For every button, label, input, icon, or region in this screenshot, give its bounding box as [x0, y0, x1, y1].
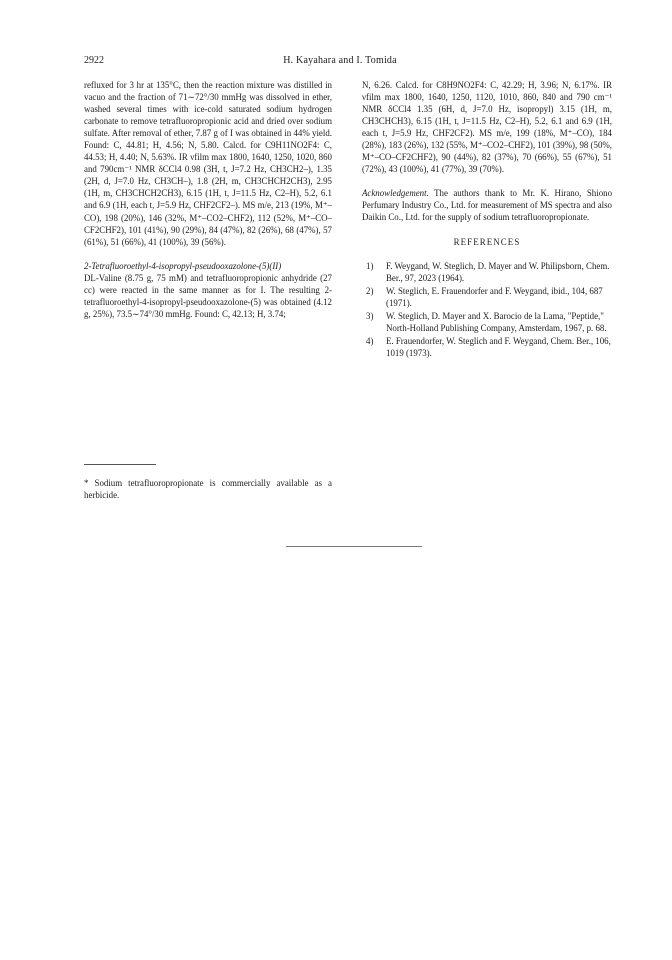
experimental-paragraph-1: refluxed for 3 hr at 135°C, then the reaction mixture was distilled in vacuo and the fraction of 71∼72°/30 mmHg was dissolved in ether, washed several times with ice-cold saturated sodium hydrogen carbonate to remove tetrafluoropropionic acid and dried over sodium sulfate. After removal of ether, 7.87 g of I was obtained in 44% yield. Found: C, 44.81; H, 4.56; N, 5.80. Calcd. for C9H11NO2F4: C, 44.53; H, 4.40; N, 5.63%. IR νfilm max 1800, 1640, 1250, 1020, 860 and 790cm⁻¹ NMR δCCl4 0.98 (3H, t, J=7.2 Hz, CH3CH2–), 1.35 (2H, d, J=7.0 Hz, CH3CH–), 1.8 (2H, m, CH3CHCH2CH3), 2.95 (1H, m, CH3CHCH2CH3), 6.15 (1H, t, J=11.5 Hz, C2–H), 5.2, 6.1 and 6.9 (1H, each t, J=5.9 Hz, CHF2CF2–). MS m/e, 213 (19%, M⁺–CO), 198 (20%), 146 (32%, M⁺–CO2–CHF2), 112 (52%, M⁺–CO–CF2CHF2), 101 (41%), 90 (29%), 84 (47%), 82 (26%), 68 (47%), 57 (61%), 51 (66%), 41 (100%), 39 (56%).	[84, 80, 332, 247]
reference-item	[362, 310, 612, 334]
left-column	[84, 79, 332, 320]
reference-number: 4)	[366, 335, 374, 346]
page-header	[84, 54, 596, 68]
footnote-divider	[84, 464, 156, 465]
references-heading: REFERENCES	[453, 236, 521, 247]
reference-item	[362, 285, 612, 309]
reference-item	[362, 260, 612, 284]
reference-text: W. Steglich, E. Frauendorfer and F. Weygand, ibid., 104, 687 (1971).	[386, 285, 603, 308]
section-title: 2-Tetrafluoroethyl-4-isopropyl-pseudooxazolone-(5)(II)	[84, 260, 282, 271]
reference-text: F. Weygand, W. Steglich, D. Mayer and W. Philipsborn, Chem. Ber., 97, 2023 (1964).	[386, 260, 610, 283]
page-number: 2922	[84, 55, 104, 66]
reference-number: 3)	[366, 310, 374, 321]
acknowledgement	[362, 187, 612, 223]
reference-item	[362, 335, 612, 359]
running-head: H. Kayahara and I. Tomida	[283, 55, 397, 66]
references-list	[362, 260, 612, 359]
acknowledgement-text: The authors thank to Mr. K. Hirano, Shiono Perfumary Industry Co., Ltd. for measurement of MS spectra and also Daikin Co., Ltd. for the supply of sodium tetrafluoropropionate.	[362, 188, 613, 223]
footnote: * Sodium tetrafluoropropionate is commercially available as a herbicide.	[84, 477, 332, 500]
reference-text: W. Steglich, D. Mayer and X. Barocio de la Lama, "Peptide," North-Holland Publishing Company, Amsterdam, 1967, p. 68.	[386, 310, 607, 333]
reference-text: E. Frauendorfer, W. Steglich and F. Weygand, Chem. Ber., 106, 1019 (1973).	[386, 335, 611, 358]
reference-number: 2)	[366, 285, 374, 296]
reference-number: 1)	[366, 260, 374, 271]
experimental-paragraph-2: DL-Valine (8.75 g, 75 mM) and tetrafluoropropionic anhydride (27 cc) were reacted in the same manner as for I. The resulting 2-tetrafluoroethyl-4-isopropyl-pseudooxazolone-(5) was obtained (4.12 g, 25%), 73.5∼74°/30 mmHg. Found: C, 42.13; H, 3.74;	[84, 272, 332, 319]
end-of-article-rule	[286, 546, 422, 547]
acknowledgement-label: Acknowledgement.	[362, 188, 429, 199]
experimental-paragraph-3: N, 6.26. Calcd. for C8H9NO2F4: C, 42.29; H, 3.96; N, 6.17%. IR νfilm max 1800, 1640, 1250, 1120, 1010, 860, 840 and 790 cm⁻¹ NMR δCCl4 1.35 (6H, d, J=7.0 Hz, isopropyl) 3.15 (1H, m, CH3CHCH3), 6.15 (1H, t, J=11.5 Hz, C2–H), 5.2, 6.1 and 6.9 (1H, each t, J=5.9 Hz, CHF2CF2). MS m/e, 199 (18%, M⁺–CO), 184 (28%), 183 (26%), 132 (55%, M⁺–CO2–CHF2), 101 (39%), 98 (50%, M⁺–CO–CF2CHF2), 90 (44%), 82 (37%), 70 (66%), 55 (67%), 51 (72%), 43 (100%), 41 (77%), 39 (70%).	[362, 80, 612, 175]
right-column	[362, 79, 612, 360]
